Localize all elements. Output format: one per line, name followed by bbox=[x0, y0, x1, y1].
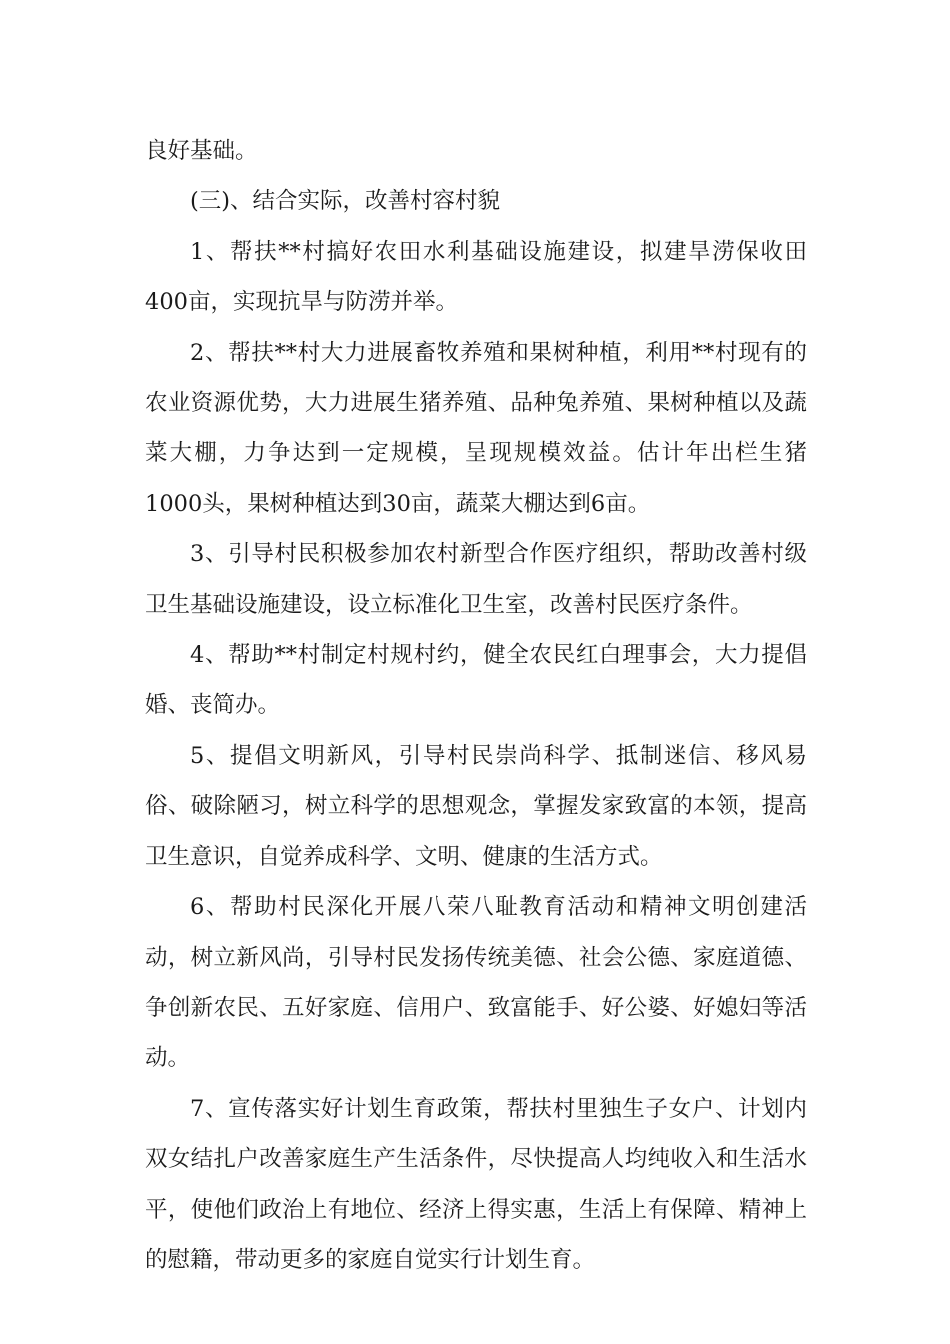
paragraph-item-4: 4、帮助**村制定村规村约，健全农民红白理事会，大力提倡婚、丧简办。 bbox=[145, 642, 807, 719]
document-body bbox=[145, 126, 807, 1285]
paragraph-continuation: 良好基础。 bbox=[145, 138, 258, 164]
section-heading: (三)、结合实际，改善村容村貌 bbox=[190, 188, 501, 215]
paragraph-item-3: 3、引导村民积极参加农村新型合作医疗组织，帮助改善村级卫生基础设施建设，设立标准化卫生室，改善村民医疗条件。 bbox=[145, 541, 807, 618]
paragraph-item-1: 1、帮扶**村搞好农田水利基础设施建设，拟建旱涝保收田400亩，实现抗旱与防涝并举。 bbox=[145, 238, 807, 316]
paragraph-item-2: 2、帮扶**村大力进展畜牧养殖和果树种植，利用**村现有的农业资源优势，大力进展生猪养殖、品种兔养殖、果树种植以及蔬菜大棚，力争达到一定规模，呈现规模效益。估计年出栏生猪1000头，果树种植达到30亩，蔬菜大棚达到6亩。 bbox=[145, 339, 807, 517]
paragraph-item-7: 7、宣传落实好计划生育政策，帮扶村里独生子女户、计划内双女结扎户改善家庭生产生活条件，尽快提高人均纯收入和生活水平，使他们政治上有地位、经济上得实惠，生活上有保障、精神上的慰籍，带动更多的家庭自觉实行计划生育。 bbox=[145, 1095, 807, 1273]
paragraph-item-5: 5、提倡文明新风，引导村民崇尚科学、抵制迷信、移风易俗、破除陋习，树立科学的思想观念，掌握发家致富的本领，提高卫生意识，自觉养成科学、文明、健康的生活方式。 bbox=[145, 742, 807, 870]
paragraph-item-6: 6、帮助村民深化开展八荣八耻教育活动和精神文明创建活动，树立新风尚，引导村民发扬传统美德、社会公德、家庭道德、争创新农民、五好家庭、信用户、致富能手、好公婆、好媳妇等活动。 bbox=[145, 894, 807, 1072]
